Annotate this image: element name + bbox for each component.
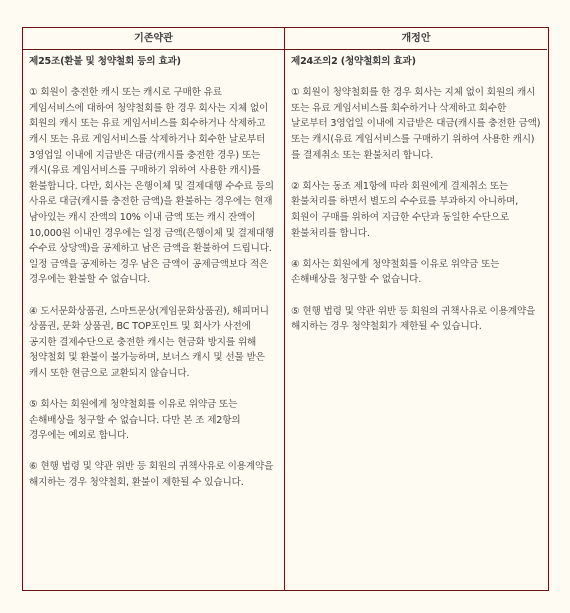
old-terms-cell	[23, 50, 285, 590]
revised-paragraph-4: ④ 회사는 회원에게 청약철회를 이유로 위약금 또는 손해배상을 청구할 수 없습니다.	[291, 258, 500, 286]
old-paragraph-1: ① 회원이 충전한 캐시 또는 캐시로 구매한 유료 게임서비스에 대하여 청약철회를 한 경우 회사는 지체 없이 회원의 캐시 또는 유료 게임서비스를 회수하거나 삭제하고 캐시 또는 유료 게임서비스를 삭제하거나 회수한 날로부터 3영업일 이내에 지급받은 대금(캐시를 충전한 경우) 또는 캐시(유료 게임서비스를 구매하기 위하여 사용한 캐시)를 환불합니다. 다만, 회사는 은행이체 및 결제대행 수수료 등의 사유로 대금(캐시를 충전한 금액)을 환불하는 경우에는 현재 남아있는 캐시 잔액의 10% 이내 금액 또는 캐시 잔액이 10,000원 이내인 경우에는 일정 금액(은행이체 및 결제대행 수수료 상당액)을 공제하고 남은 금액을 환불하여 드립니다. 일정 금액을 공제하는 경우 남은 금액이 공제금액보다 적은 경우에는 환불할 수 없습니다.	[29, 87, 275, 286]
header-old-terms: 기존약관	[23, 28, 285, 50]
revised-paragraph-1: ① 회원이 청약철회를 한 경우 회사는 지체 없이 회원의 캐시 또는 유료 게임서비스를 회수하거나 삭제하고 회수한 날로부터 3영업일 이내에 지급받은 대금(캐시를 충전한 금액) 또는 캐시(유료 게임서비스를 구매하기 위하여 사용한 캐시)를 결제취소 또는 환불처리 합니다.	[291, 87, 541, 161]
revised-paragraph-5: ⑤ 현행 법령 및 약관 위반 등 회원의 귀책사유로 이용계약을 해지하는 경우 청약철회가 제한될 수 있습니다.	[291, 305, 536, 333]
old-article-title: 제25조(환불 및 청약철회 등의 효과)	[29, 56, 181, 67]
old-paragraph-5: ⑤ 회사는 회원에게 청약철회를 이유로 위약금 또는 손해배상을 청구할 수 없습니다. 다만 본 조 제2항의 경우에는 예외로 합니다.	[29, 399, 241, 442]
terms-comparison-table	[22, 27, 549, 591]
header-revised-terms: 개정안	[285, 28, 547, 50]
revised-paragraph-2: ② 회사는 동조 제1항에 따라 회원에게 결제취소 또는 환불처리를 하면서 별도의 수수료를 부과하지 아니하며, 회원이 구매를 위하여 지급한 수단과 동일한 수단으로 환불처리를 합니다.	[291, 180, 519, 239]
revised-terms-cell	[285, 50, 547, 590]
revised-article-title: 제24조의2 (청약철회의 효과)	[291, 56, 416, 67]
old-paragraph-6: ⑥ 현행 법령 및 약관 위반 등 회원의 귀책사유로 이용계약을 해지하는 경우 청약철회, 환불이 제한될 수 있습니다.	[29, 461, 274, 489]
old-paragraph-4: ④ 도서문화상품권, 스마트문상(게임문화상품권), 해피머니 상품권, 문화 상품권, BC TOP포인트 및 회사가 사전에 공지한 결제수단으로 충전한 캐시는 현금화 방지를 위해 청약철회 및 환불이 불가능하며, 보너스 캐시 및 선물 받은 캐시 또한 현금으로 교환되지 않습니다.	[29, 305, 269, 379]
